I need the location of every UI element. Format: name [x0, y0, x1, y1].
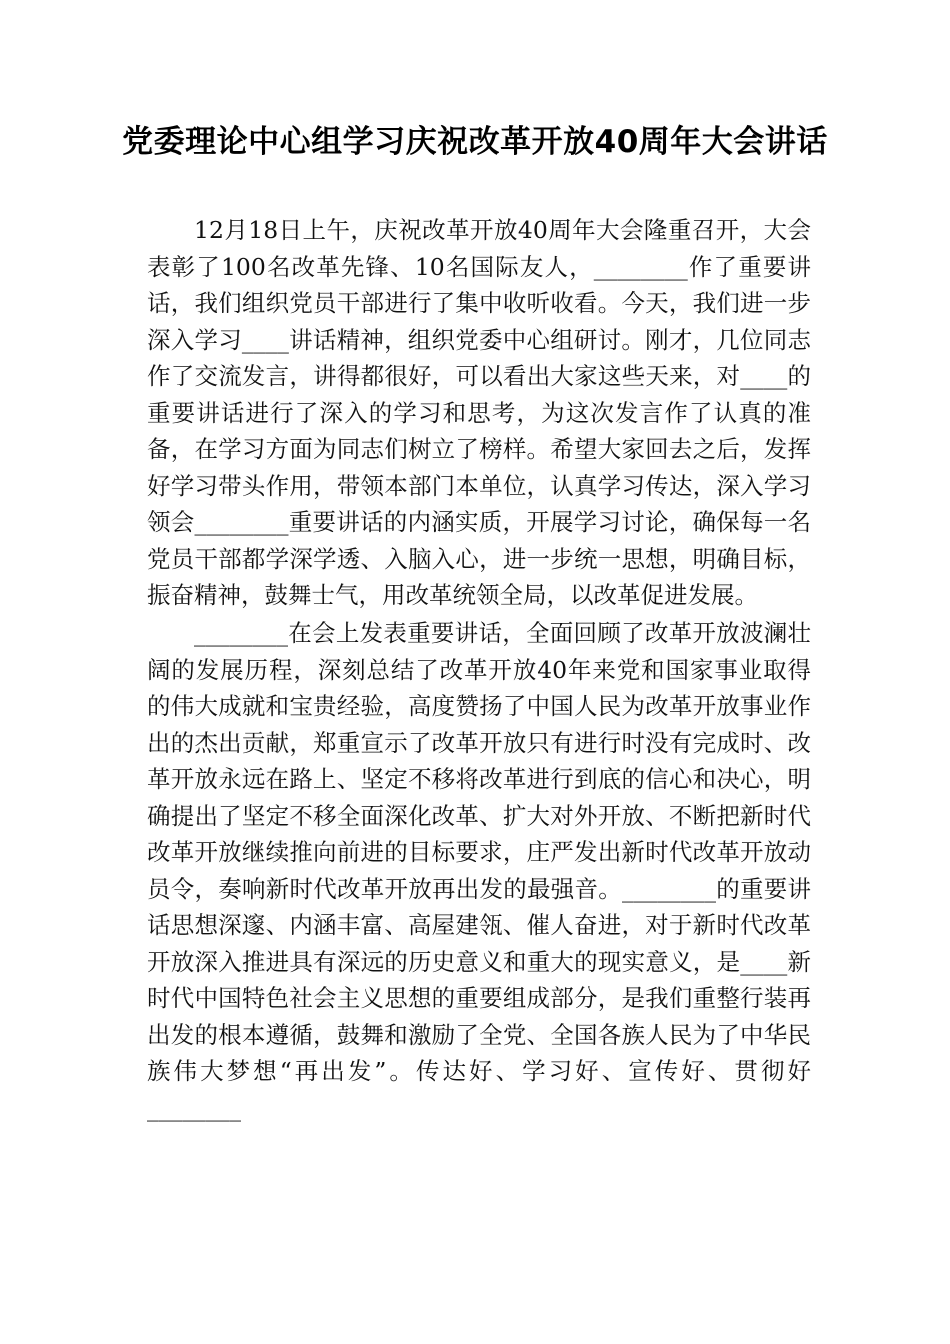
paragraph-2: ________在会上发表重要讲话，全面回顾了改革开放波澜壮阔的发展历程，深刻总结了改革开放40年来党和国家事业取得的伟大成就和宝贵经验，高度赞扬了中国人民为改革开放事业作出的杰出贡献，郑重宣示了改革开放只有进行时没有完成时、改革开放永远在路上、坚定不移将改革进行到底的信心和决心，明确提出了坚定不移全面深化改革、扩大对外开放、不断把新时代改革开放继续推向前进的目标要求，庄严发出新时代改革开放动员令，奏响新时代改革开放再出发的最强音。________的重要讲话思想深邃、内涵丰富、高屋建瓴、催人奋进，对于新时代改革开放深入推进具有深远的历史意义和重大的现实意义，是____新时代中国特色社会主义思想的重要组成部分，是我们重整行装再出发的根本遵循，鼓舞和激励了全党、全国各族人民为了中华民族伟大梦想“再出发”。传达好、学习好、宣传好、贯彻好________: [147, 619, 811, 1122]
document-body: [147, 212, 811, 1126]
paragraph-1: 12月18日上午，庆祝改革开放40周年大会隆重召开，大会表彰了100名改革先锋、10名国际友人，________作了重要讲话，我们组织党员干部进行了集中收听收看。今天，我们进一步深入学习____讲话精神，组织党委中心组研讨。刚才，几位同志作了交流发言，讲得都很好，可以看出大家这些天来，对____的重要讲话进行了深入的学习和思考，为这次发言作了认真的准备，在学习方面为同志们树立了榜样。希望大家回去之后，发挥好学习带头作用，带领本部门本单位，认真学习传达，深入学习领会________重要讲话的内涵实质，开展学习讨论，确保每一名党员干部都学深学透、入脑入心，进一步统一思想，明确目标，振奋精神，鼓舞士气，用改革统领全局，以改革促进发展。: [147, 216, 811, 609]
document-title: 党委理论中心组学习庆祝改革开放40周年大会讲话: [122, 124, 828, 160]
